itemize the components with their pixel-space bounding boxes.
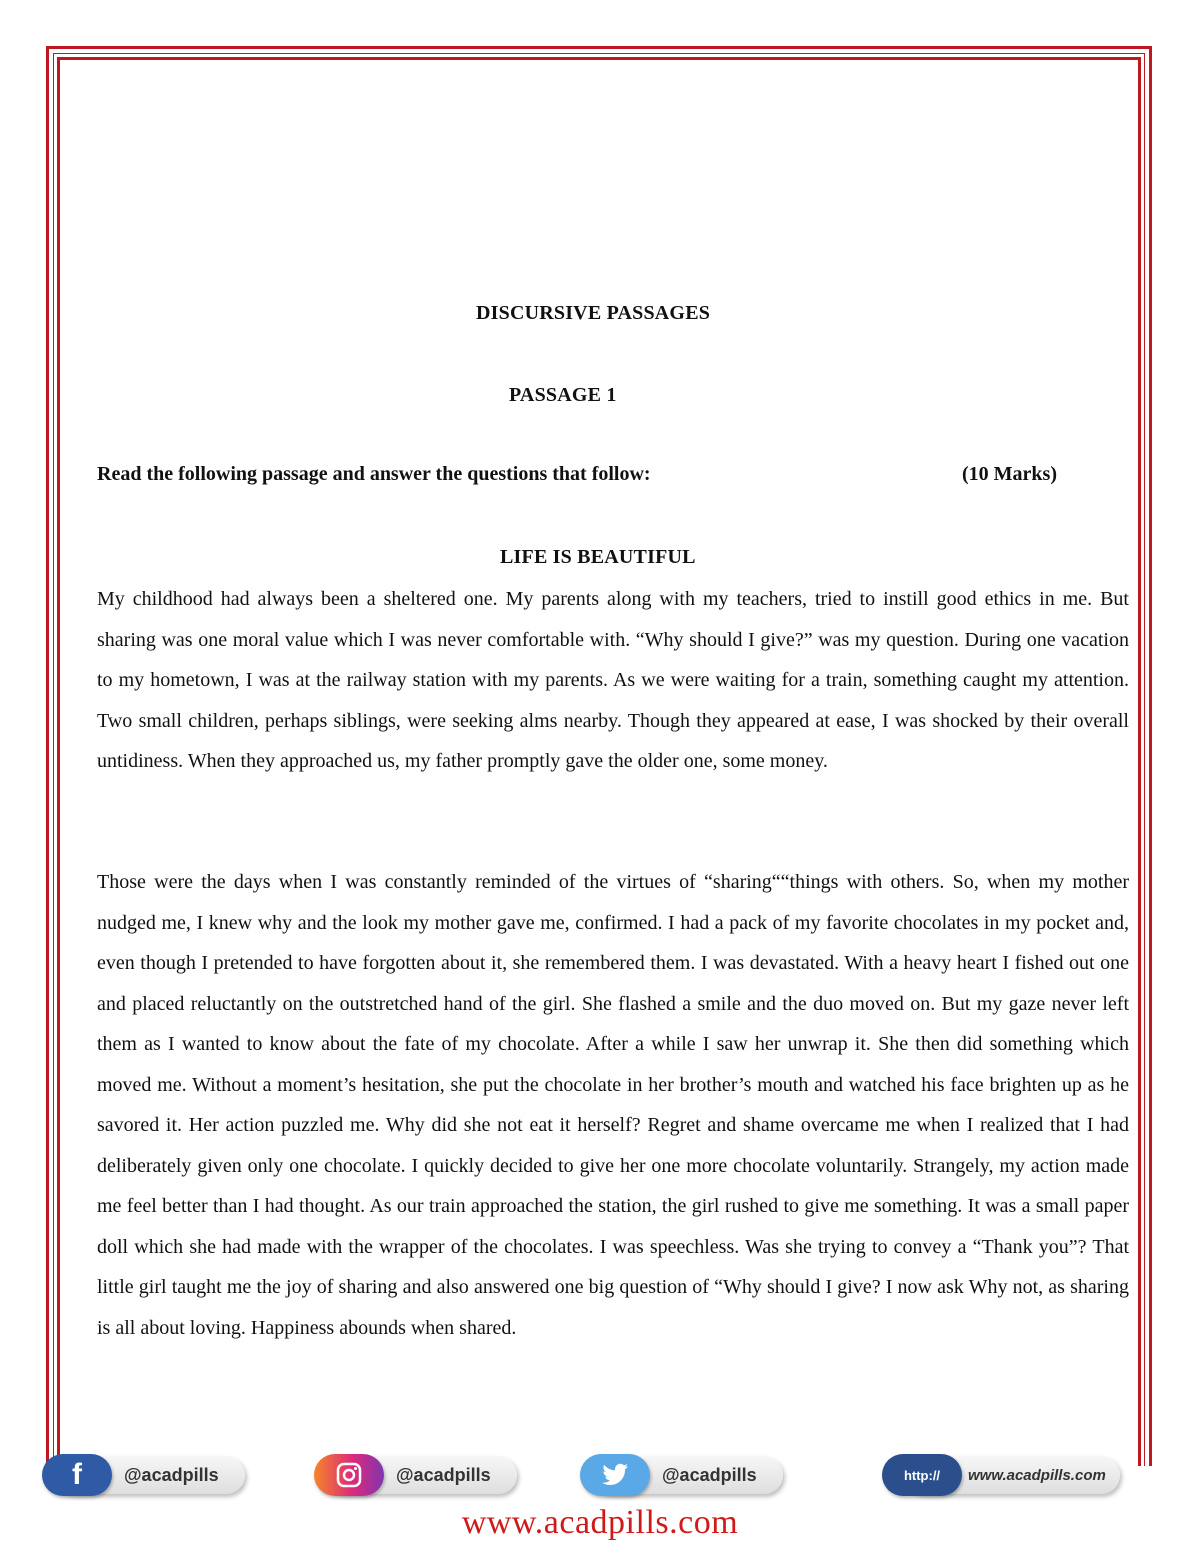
twitter-bird-icon [580,1454,650,1496]
instruction-line [97,463,1057,486]
twitter-handle: @acadpills [592,1456,783,1494]
passage-title: LIFE IS BEAUTIFUL [500,546,696,568]
facebook-link[interactable] [42,1452,245,1498]
site-url[interactable]: www.acadpills.com [461,1504,739,1541]
section-title: DISCURSIVE PASSAGES [476,302,711,324]
paragraph-1: My childhood had always been a sheltered one. My parents along with my teachers, tried to instill good ethics in me. But sharing was one moral value which I was never comfortable with. “Why should I give?” was my question. During one vacation to my hometown, I was at the railway station with my parents. As we were waiting for a train, something caught my attention. Two small children, perhaps siblings, were seeking alms nearby. Though they appeared at ease, I was shocked by their overall untidiness. When they approached us, my father promptly gave the older one, some money. [97,588,1129,772]
web-cursor-icon: http:// [882,1454,962,1496]
marks-label: (10 Marks) [962,463,1057,485]
paragraph-2: Those were the days when I was constantly reminded of the virtues of “sharing““things with others. So, when my mother nudged me, I knew why and the look my mother gave me, confirmed. I had a pack of my favorite chocolates in my pocket and, even though I pretended to have forgotten about it, she remembered them. I was devastated. With a heavy heart I fished out one and placed reluctantly on the outstretched hand of the girl. She flashed a smile and the duo moved on. But my gaze never left them as I wanted to know about the fate of my chocolate. After a while I saw her unwrap it. She then did something which moved me. Without a moment’s hesitation, she put the chocolate in her brother’s mouth and watched his face brighten up as he savored it. Her action puzzled me. Why did she not eat it herself? Regret and shame overcame me when I realized that I had deliberately given only one chocolate. I quickly decided to give her one more chocolate voluntarily. Strangely, my action made me feel better than I had thought. As our train approached the station, the girl rushed to give me something. It was a small paper doll which she had made with the wrapper of the chocolates. I was speechless. Was she trying to convey a “Thank you”? That little girl taught me the joy of sharing and also answered one big question of “Why should I give? I now ask Why not, as sharing is all about loving. Happiness abounds when shared. [97,871,1129,1339]
passage-number: PASSAGE 1 [509,384,617,406]
instruction-text: Read the following passage and answer the questions that follow: [97,463,651,485]
website-link[interactable] [882,1452,1120,1498]
instagram-icon [314,1454,384,1496]
instagram-handle: @acadpills [326,1456,517,1494]
website-label: www.acadpills.com [904,1456,1120,1494]
facebook-handle: @acadpills [54,1456,245,1494]
instagram-link[interactable] [314,1452,517,1498]
twitter-link[interactable] [580,1452,783,1498]
facebook-icon: f [42,1454,112,1496]
